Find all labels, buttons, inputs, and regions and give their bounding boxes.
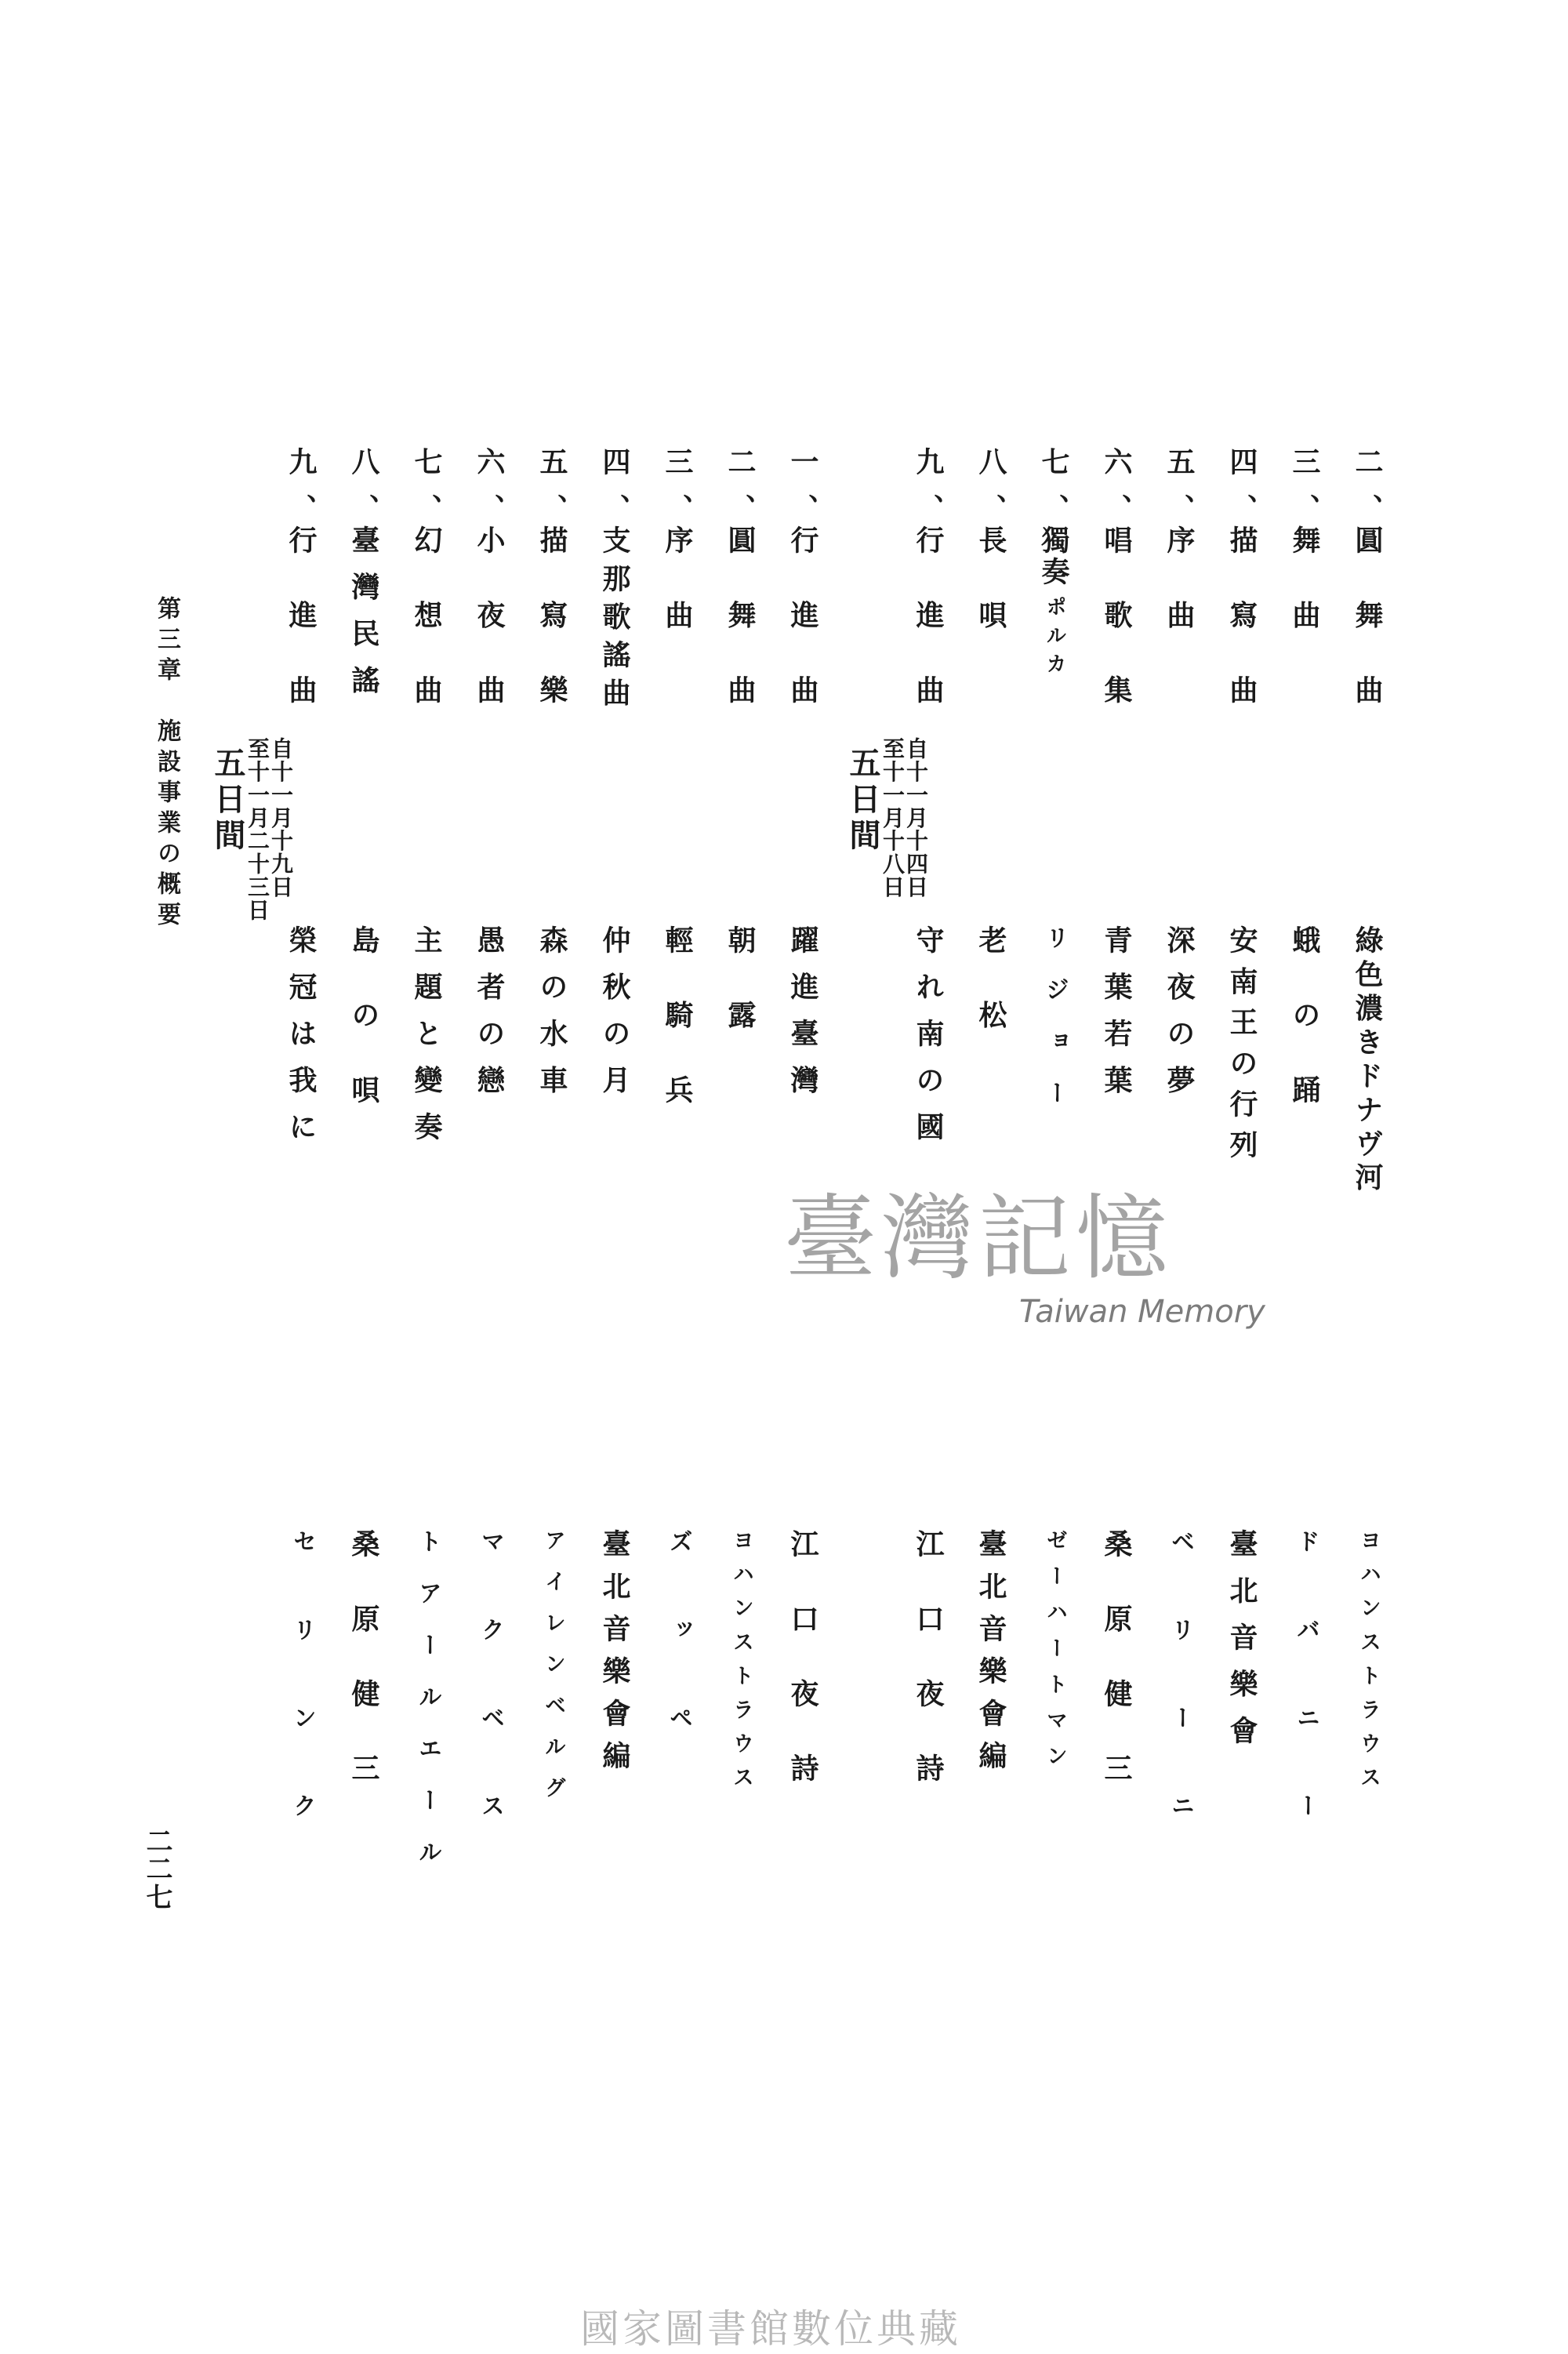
- item-piece: 愚者の戀: [473, 925, 506, 1112]
- item-title: 唱 歌 集: [1100, 525, 1133, 722]
- item-piece: 森の水車: [535, 925, 568, 1112]
- item-composer: ヨハンストラウス: [729, 1529, 753, 1800]
- item-composer: アイレンベルグ: [541, 1529, 565, 1818]
- date-from: 自十一月十四日: [903, 737, 929, 899]
- watermark-text: 臺灣記憶: [784, 1184, 1173, 1292]
- item-piece: 深夜の夢: [1163, 925, 1196, 1112]
- item-number: 三、: [1288, 447, 1321, 540]
- item-title: 序 曲: [661, 525, 694, 647]
- item-composer: ズ ッ ペ: [665, 1529, 692, 1757]
- page-number: 二二七: [141, 1827, 172, 1912]
- item-title: 臺灣民謠: [347, 525, 380, 712]
- item-piece: 躍進臺灣: [786, 925, 819, 1112]
- item-composer: 桑 原 健 三: [347, 1529, 380, 1800]
- item-title: 序 曲: [1163, 525, 1196, 647]
- item-title: 行 進 曲: [912, 525, 945, 722]
- item-composer: 桑 原 健 三: [1100, 1529, 1133, 1800]
- item-title: 描 寫 曲: [1225, 525, 1258, 722]
- item-piece: リジョー: [1041, 925, 1069, 1132]
- item-number: 二、: [724, 447, 757, 540]
- item-piece: 榮冠は我に: [285, 925, 318, 1158]
- watermark-subtext: Taiwan Memory: [1019, 1294, 1265, 1330]
- item-composer: ベ リ ー ニ: [1167, 1529, 1194, 1846]
- item-composer: マ ク ベ ス: [477, 1529, 504, 1846]
- item-composer: 江 口 夜 詩: [912, 1529, 945, 1800]
- item-number: 五、: [1163, 447, 1196, 540]
- item-title: 圓 舞 曲: [1351, 525, 1384, 722]
- item-title: 小 夜 曲: [473, 525, 506, 722]
- item-piece: 蛾 の 踊: [1288, 925, 1321, 1122]
- item-composer: 臺北音樂會編: [598, 1529, 631, 1783]
- date-from: 自十一月十九日: [268, 737, 294, 899]
- item-number: 二、: [1351, 447, 1384, 540]
- item-piece: 安南王の行列: [1225, 925, 1258, 1172]
- footer-collection-credit: 國家圖書館數位典藏: [580, 2306, 961, 2352]
- item-piece: 輕 騎 兵: [661, 925, 694, 1122]
- item-title: 圓 舞 曲: [724, 525, 757, 722]
- item-composer: 江 口 夜 詩: [786, 1529, 819, 1800]
- item-number: 五、: [535, 447, 568, 540]
- item-piece: 主題と變奏: [410, 925, 443, 1158]
- chapter-running-title: 第三章 施設事業の概要: [153, 596, 180, 932]
- item-number: 六、: [1100, 447, 1133, 540]
- item-composer: トアールエール: [414, 1529, 441, 1891]
- item-number: 四、: [598, 447, 631, 540]
- item-composer: ゼーハートマン: [1043, 1529, 1067, 1782]
- item-number: 八、: [975, 447, 1007, 540]
- date-block-right: [844, 737, 929, 899]
- item-title: 支那歌謠曲: [598, 525, 631, 716]
- item-composer: セ リ ン ク: [289, 1529, 316, 1846]
- item-title: 舞 曲: [1288, 525, 1321, 647]
- item-number: 七、: [410, 447, 443, 540]
- item-number: 六、: [473, 447, 506, 540]
- item-title: 長 唄: [975, 525, 1007, 647]
- item-title: 行 進 曲: [285, 525, 318, 722]
- date-duration: 五日間: [844, 747, 881, 855]
- item-number: 三、: [661, 447, 694, 540]
- item-number: 九、: [285, 447, 318, 540]
- watermark-logo: [784, 1184, 1286, 1349]
- item-piece: 朝 露: [724, 925, 757, 1047]
- item-composer: 臺北音樂會: [1225, 1529, 1258, 1762]
- date-block-left: [209, 737, 294, 922]
- item-composer: ヨハンストラウス: [1356, 1529, 1381, 1800]
- item-piece: 守れ南の國: [912, 925, 945, 1158]
- date-to: 至十一月二十三日: [245, 737, 270, 922]
- item-title: 行 進 曲: [786, 525, 819, 722]
- date-duration: 五日間: [209, 747, 246, 855]
- item-number: 八、: [347, 447, 380, 540]
- item-piece: 青葉若葉: [1100, 925, 1133, 1112]
- item-composer: 臺北音樂會編: [975, 1529, 1007, 1783]
- item-piece: 島 の 唄: [347, 925, 380, 1122]
- item-piece: 仲秋の月: [598, 925, 631, 1112]
- item-number: 七、: [1037, 447, 1070, 540]
- item-title: 幻 想 曲: [410, 525, 443, 722]
- item-piece: 老 松: [975, 925, 1007, 1047]
- item-number: 一、: [786, 447, 819, 540]
- item-number: 九、: [912, 447, 945, 540]
- item-title: 描 寫 樂: [535, 525, 568, 722]
- date-to: 至十一月十八日: [880, 737, 906, 899]
- item-number: 四、: [1225, 447, 1258, 540]
- item-composer: ド バ ニ ー: [1292, 1529, 1319, 1846]
- item-piece: 綠色濃きドナヴ河: [1351, 925, 1384, 1197]
- item-title: 獨奏: [1037, 525, 1070, 588]
- item-title-sub: ポルカ: [1043, 596, 1066, 682]
